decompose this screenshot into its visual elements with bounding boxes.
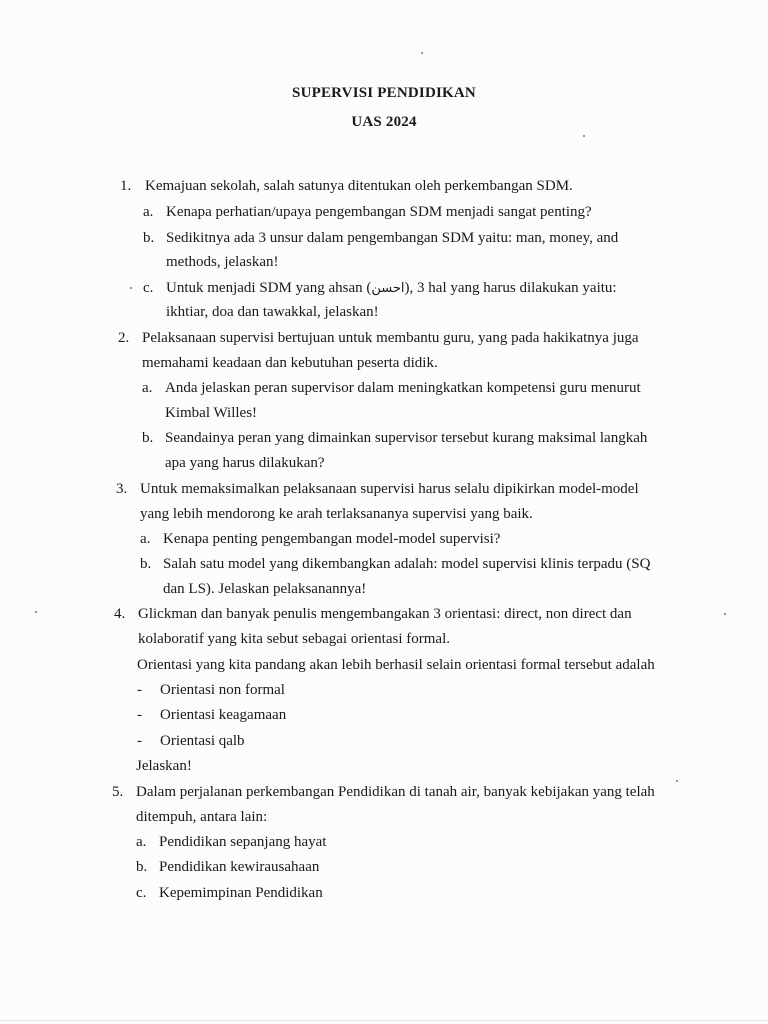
question-3a-text: Kenapa penting pengembangan model-model supervisi? [163, 531, 501, 547]
question-3b-line-2: dan LS). Jelaskan pelaksanannya! [163, 581, 367, 597]
question-2-number: 2. [118, 330, 130, 346]
question-1b-marker: b. [143, 230, 155, 246]
question-3b-line-1: Salah satu model yang dikembangkan adalah: model supervisi klinis terpadu (SQ [163, 556, 651, 572]
scan-speck [583, 135, 585, 137]
scan-speck [130, 287, 132, 289]
question-4-number: 4. [114, 606, 126, 622]
question-1-text: Kemajuan sekolah, salah satunya ditentukan oleh perkembangan SDM. [145, 178, 573, 194]
question-3-number: 3. [116, 481, 128, 497]
question-1a-marker: a. [143, 204, 154, 220]
question-5-line-2: ditempuh, antara lain: [136, 809, 268, 825]
question-2b-line-2: apa yang harus dilakukan? [165, 455, 325, 471]
scan-speck [35, 611, 37, 613]
question-2b-marker: b. [142, 430, 154, 446]
scan-speck [421, 52, 423, 54]
page-subtitle: UAS 2024 [351, 114, 417, 130]
question-4-bullet-marker: - [137, 733, 142, 749]
question-4-bullet-3: Orientasi qalb [160, 733, 245, 749]
question-3-line-2: yang lebih mendorong ke arah terlaksananya supervisi yang baik. [140, 506, 533, 522]
question-1c-text-before: Untuk menjadi SDM yang ahsan ( [166, 280, 372, 296]
question-5a-text: Pendidikan sepanjang hayat [159, 834, 327, 850]
question-5b-marker: b. [136, 859, 148, 875]
question-4-bullet-1: Orientasi non formal [160, 682, 285, 698]
question-2a-line-2: Kimbal Willes! [165, 405, 258, 421]
question-5-line-1: Dalam perjalanan perkembangan Pendidikan di tanah air, banyak kebijakan yang telah [136, 784, 655, 800]
question-2-line-2: memahami keadaan dan kebutuhan peserta didik. [142, 355, 438, 371]
question-5c-marker: c. [136, 885, 147, 901]
question-4-closing: Jelaskan! [136, 758, 192, 774]
question-1c-text-after: ), 3 hal yang harus dilakukan yaitu: [404, 280, 617, 296]
question-1b-line-2: methods, jelaskan! [166, 254, 279, 270]
question-2a-line-1: Anda jelaskan peran supervisor dalam meningkatkan kompetensi guru menurut [165, 380, 641, 396]
question-2b-line-1: Seandainya peran yang dimainkan supervisor tersebut kurang maksimal langkah [165, 430, 648, 446]
question-4-line-3: Orientasi yang kita pandang akan lebih berhasil selain orientasi formal tersebut adalah [137, 657, 655, 673]
question-3a-marker: a. [140, 531, 151, 547]
question-1c-line-2: ikhtiar, doa dan tawakkal, jelaskan! [166, 304, 379, 320]
question-3-line-1: Untuk memaksimalkan pelaksanaan supervisi harus selalu dipikirkan model-model [140, 481, 639, 497]
question-5a-marker: a. [136, 834, 147, 850]
question-4-bullet-2: Orientasi keagamaan [160, 707, 287, 723]
question-4-line-1: Glickman dan banyak penulis mengembangakan 3 orientasi: direct, non direct dan [138, 606, 632, 622]
question-4-bullet-marker: - [137, 707, 142, 723]
question-1c-marker: c. [143, 280, 154, 296]
question-2-line-1: Pelaksanaan supervisi bertujuan untuk membantu guru, yang pada hakikatnya juga [142, 330, 639, 346]
question-1a-text: Kenapa perhatian/upaya pengembangan SDM menjadi sangat penting? [166, 204, 592, 220]
question-1b-line-1: Sedikitnya ada 3 unsur dalam pengembangan SDM yaitu: man, money, and [166, 230, 619, 246]
question-5c-text: Kepemimpinan Pendidikan [159, 885, 323, 901]
question-5b-text: Pendidikan kewirausahaan [159, 859, 320, 875]
scan-speck [676, 780, 678, 782]
question-1c-line-1 [166, 279, 617, 298]
scan-bottom-edge [0, 1020, 768, 1021]
question-2a-marker: a. [142, 380, 153, 396]
question-1c-arabic-term: احسن [371, 281, 405, 296]
question-3b-marker: b. [140, 556, 152, 572]
page-title: SUPERVISI PENDIDIKAN [292, 85, 476, 101]
question-4-bullet-marker: - [137, 682, 142, 698]
question-5-number: 5. [112, 784, 124, 800]
question-4-line-2: kolaboratif yang kita sebut sebagai orientasi formal. [138, 631, 450, 647]
scan-speck [724, 613, 726, 615]
question-1-number: 1. [120, 178, 132, 194]
